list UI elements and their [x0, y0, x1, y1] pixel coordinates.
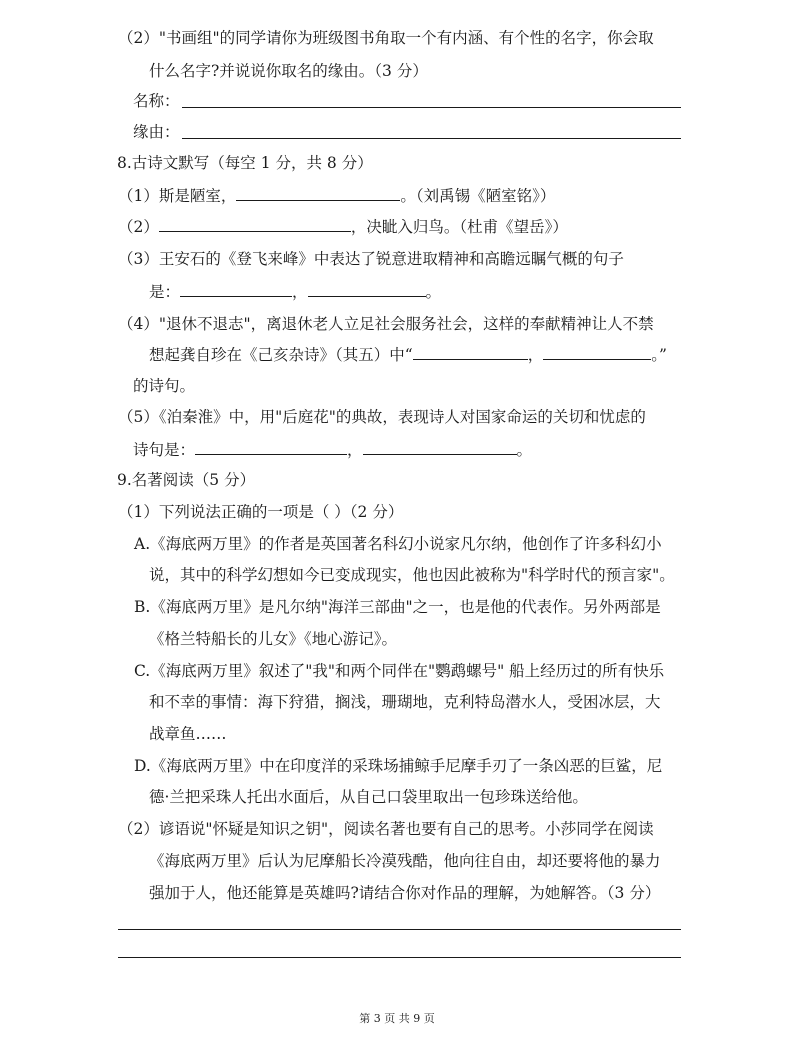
q9-1-stem: （1）下列说法正确的一项是（ ）（2 分） [118, 503, 404, 521]
q8-1-prefix: （1）斯是陋室， [118, 187, 237, 205]
q8-item-4 [149, 344, 667, 366]
q8-item-1 [118, 185, 555, 207]
q8-item-2 [118, 216, 568, 238]
q8-3-sep: ， [292, 283, 308, 301]
q9-option-c-line2: 和不幸的事情：海下狩猎，搁浅，珊瑚地，克利特岛潜水人，受困冰层，大 [149, 693, 661, 711]
q8-4-end: 。” [651, 346, 667, 364]
q8-2-suffix: ，决眦入归鸟。（杜甫《望岳》） [350, 218, 568, 236]
q8-5-blank-a[interactable] [195, 439, 347, 455]
q8-4-blank-a[interactable] [413, 344, 528, 360]
q7-2-prompt-line1: （2）"书画组"的同学请你为班级图书角取一个有内涵、有个性的名字，你会取 [118, 29, 654, 47]
q8-4-sep: ， [527, 346, 544, 364]
q8-5-blank-b[interactable] [363, 439, 517, 455]
q8-2-prefix: （2） [118, 218, 159, 236]
q9-2-line3: 强加于人，他还能算是英雄吗?请结合你对作品的理解，为她解答。（3 分） [149, 884, 661, 902]
q8-5-end: 。 [516, 441, 533, 459]
page-number-footer: 第 3 页 共 9 页 [359, 1012, 435, 1025]
q8-5-sep: ， [347, 441, 363, 459]
q8-3-line1: （3）王安石的《登飞来峰》中表达了锐意进取精神和高瞻远瞩气概的句子 [118, 250, 624, 268]
q9-option-c-line1[interactable]: C.《海底两万里》叙述了"我"和两个同伴在"鹦鹉螺号" 船上经历过的所有快乐 [134, 662, 665, 680]
q8-3-end: 。 [425, 283, 442, 301]
q8-1-suffix: 。（刘禹锡《陋室铭》） [400, 187, 556, 205]
q9-option-d-line2: 德·兰把采珠人托出水面后，从自己口袋里取出一包珍珠送给他。 [149, 788, 588, 806]
q8-4-line3: 的诗句。 [133, 377, 196, 395]
q8-3-blank-b[interactable] [308, 281, 426, 297]
q8-1-blank[interactable] [236, 185, 400, 201]
q9-option-a-line2: 说，其中的科学幻想如今已变成现实，他也因此被称为"科学时代的预言家"。 [149, 566, 675, 584]
q8-4-prefix: 想起龚自珍在《己亥杂诗》（其五）中“ [149, 346, 413, 364]
q7-2-prompt-line2: 什么名字?并说说你取名的缘由。（3 分） [149, 62, 428, 80]
q8-3-prefix: 是： [149, 283, 181, 301]
reason-label: 缘由： [133, 123, 180, 141]
q8-3-blank-a[interactable] [180, 281, 292, 297]
q8-item-5 [133, 439, 532, 461]
name-answer-line[interactable] [182, 107, 681, 108]
q9-2-line1: （2）谚语说"怀疑是知识之钥"，阅读名著也要有自己的思考。小莎同学在阅读 [118, 820, 654, 838]
q8-item-3 [149, 281, 441, 303]
q9-option-c-line3: 战章鱼…… [149, 725, 227, 743]
q9-2-answer-line-2[interactable] [118, 957, 681, 958]
q8-4-blank-b[interactable] [543, 344, 651, 360]
q8-4-line1: （4）"退休不退志"，离退休老人立足社会服务社会，这样的奉献精神让人不禁 [118, 315, 654, 333]
q9-title: 9.名著阅读（5 分） [117, 471, 256, 489]
q9-option-b-line2: 《格兰特船长的儿女》《地心游记》。 [149, 630, 398, 648]
q9-2-answer-line-1[interactable] [118, 929, 681, 930]
q9-option-b-line1[interactable]: B.《海底两万里》是凡尔纳"海洋三部曲"之一，也是他的代表作。另外两部是 [134, 598, 661, 616]
q8-5-line1: （5）《泊秦淮》中，用"后庭花"的典故，表现诗人对国家命运的关切和忧虑的 [118, 408, 646, 426]
q8-title: 8.古诗文默写（每空 1 分，共 8 分） [117, 154, 373, 172]
q9-2-line2: 《海底两万里》后认为尼摩船长冷漠残酷，他向往自由，却还要将他的暴力 [149, 852, 661, 870]
name-label: 名称： [133, 92, 180, 110]
q8-2-blank[interactable] [159, 216, 351, 232]
q9-option-d-line1[interactable]: D.《海底两万里》中在印度洋的采珠场捕鲸手尼摩手刃了一条凶恶的巨鲨，尼 [134, 757, 663, 775]
q9-option-a-line1[interactable]: A.《海底两万里》的作者是英国著名科幻小说家凡尔纳，他创作了许多科幻小 [134, 535, 662, 553]
reason-answer-line[interactable] [182, 138, 681, 139]
q8-5-prefix: 诗句是： [133, 441, 196, 459]
